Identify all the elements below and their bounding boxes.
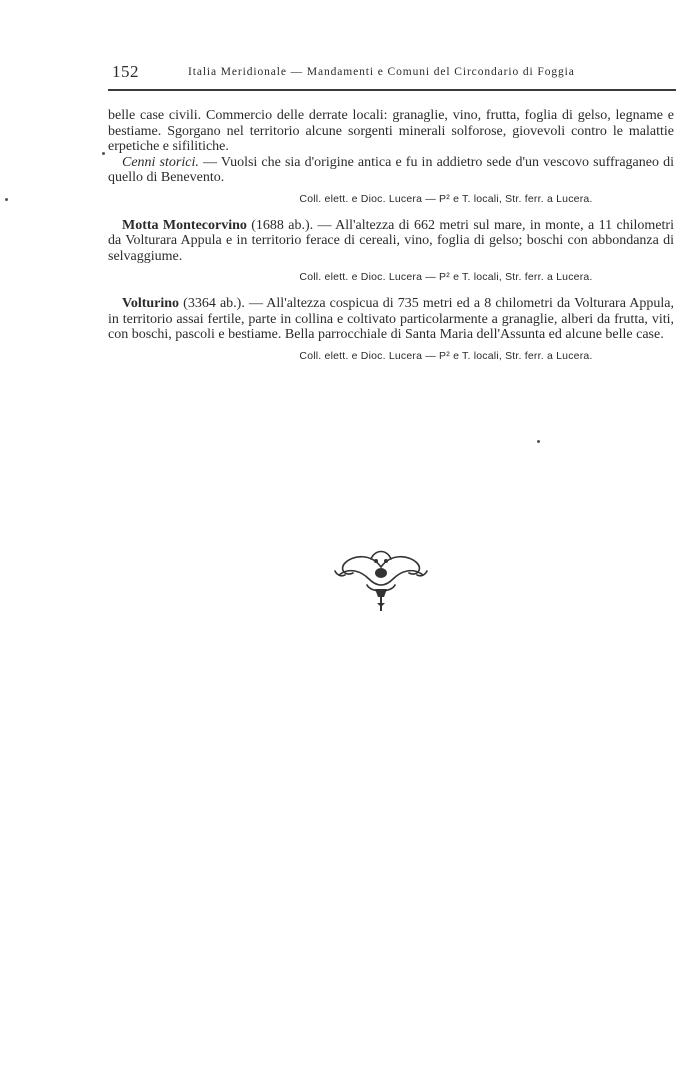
reference-line: Coll. elett. e Dioc. Lucera — P² e T. locali, Str. ferr. a Lucera. [299,349,593,362]
continuation-paragraph: belle case civili. Commercio delle derrate locali: granaglie, vino, frutta, foglia di gelso, legname e bestiame. Sgorgano nel territorio alcune sorgenti minerali solforose, giovevoli contro le malattie erpetiche e sifilitiche. [108,108,674,154]
history-paragraph [108,155,674,186]
margin-mark [5,198,8,201]
reference-line: Coll. elett. e Dioc. Lucera — P² e T. locali, Str. ferr. a Lucera. [299,271,593,283]
place-name: Motta Montecorvino [122,217,247,233]
entry-volturino [108,296,674,343]
margin-mark [102,152,105,155]
page-body [108,108,674,363]
running-head-title: Italia Meridionale — Mandamenti e Comuni del Circondario di Foggia [188,66,575,78]
entry-text: (1688 ab.). — All'altezza di 662 metri sul mare, in monte, a 11 chilometri da Volturara Appula e in territorio ferace di cereali, vino, foglia di gelso; boschi con abbondanza di selvaggiume. [108,217,674,264]
running-head [112,62,677,84]
header-rule [108,89,676,91]
reference-line: Coll. elett. e Dioc. Lucera — P² e T. locali, Str. ferr. a Lucera. [299,192,593,205]
entry-text: (3364 ab.). — All'altezza cospicua di 735 metri ed a 8 chilometri da Volturara Appula, in territorio assai fertile, parte in collina e coltivato particolarmente a granaglie, alberi da frutta, viti, con boschi, pascoli e bestiame. Bella parrocchiale di Santa Maria dell'Assunta ed alcune belle case. [108,296,674,342]
history-label: Cenni storici. [122,154,199,170]
ornament-icon [331,545,431,615]
page-number: 152 [112,62,139,81]
history-text: — Vuolsi che sia d'origine antica e fu in addietro sede d'un vescovo suffraganeo di quello di Benevento. [108,154,674,185]
place-name: Volturino [122,296,180,311]
entry-motta-montecorvino [108,218,674,265]
margin-mark [537,440,540,443]
